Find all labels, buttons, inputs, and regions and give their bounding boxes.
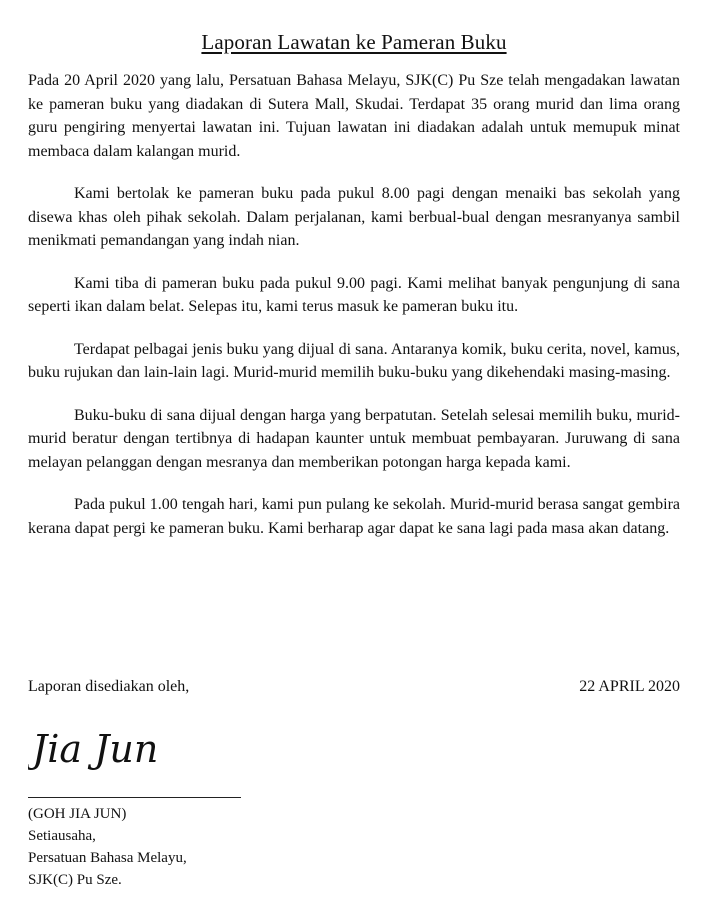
report-body [28, 69, 680, 559]
paragraph-arrival: Kami tiba di pameran buku pada pukul 9.00 pagi. Kami melihat banyak pengunjung di sana seperti ikan dalam belat. Selepas itu, kami terus masuk ke pameran buku itu. [28, 274, 680, 315]
signature-text: Jia Jun [32, 727, 159, 771]
signatory-school: SJK(C) Pu Sze. [28, 872, 122, 888]
signature-line [28, 797, 241, 798]
report-title: Laporan Lawatan ke Pameran Buku [201, 30, 507, 54]
paragraph-book-types: Terdapat pelbagai jenis buku yang dijual di sana. Antaranya komik, buku cerita, novel, kamus, buku rujukan dan lain-lain lagi. Murid-murid memilih buku-buku yang dikehendaki masing-masing. [28, 340, 680, 381]
prepared-by-label: Laporan disediakan oleh, [28, 678, 190, 695]
signatory-block [28, 803, 187, 891]
paragraph-return: Pada pukul 1.00 tengah hari, kami pun pulang ke sekolah. Murid-murid berasa sangat gembira kerana dapat pergi ke pameran buku. Kami berharap agar dapat ke sana lagi pada masa akan datang. [28, 496, 680, 537]
paragraph-departure: Kami bertolak ke pameran buku pada pukul 8.00 pagi dengan menaiki bas sekolah yang disewa khas oleh pihak sekolah. Dalam perjalanan, kami berbual-bual dengan mesranyanya sambil menikmati pemandangan yang indah nian. [28, 185, 680, 249]
handwritten-signature [28, 722, 228, 782]
signatory-organization: Persatuan Bahasa Melayu, [28, 850, 187, 866]
paragraph-intro: Pada 20 April 2020 yang lalu, Persatuan Bahasa Melayu, SJK(C) Pu Sze telah mengadakan lawatan ke pameran buku yang diadakan di Sutera Mall, Skudai. Terdapat 35 orang murid dan lima orang guru pengiring menyertai lawatan ini. Tujuan lawatan ini diadakan adalah untuk memupuk minat membaca dalam kalangan murid. [28, 72, 680, 160]
paragraph-payment: Buku-buku di sana dijual dengan harga yang berpatutan. Setelah selesai memilih buku, murid-murid beratur dengan tertibnya di hadapan kaunter untuk membuat pembayaran. Juruwang di sana melayan pelanggan dengan mesranya dan memberikan potongan harga kepada kami. [28, 406, 680, 471]
report-date: 22 APRIL 2020 [579, 678, 680, 695]
signatory-name: (GOH JIA JUN) [28, 806, 127, 822]
signatory-position: Setiausaha, [28, 828, 96, 844]
